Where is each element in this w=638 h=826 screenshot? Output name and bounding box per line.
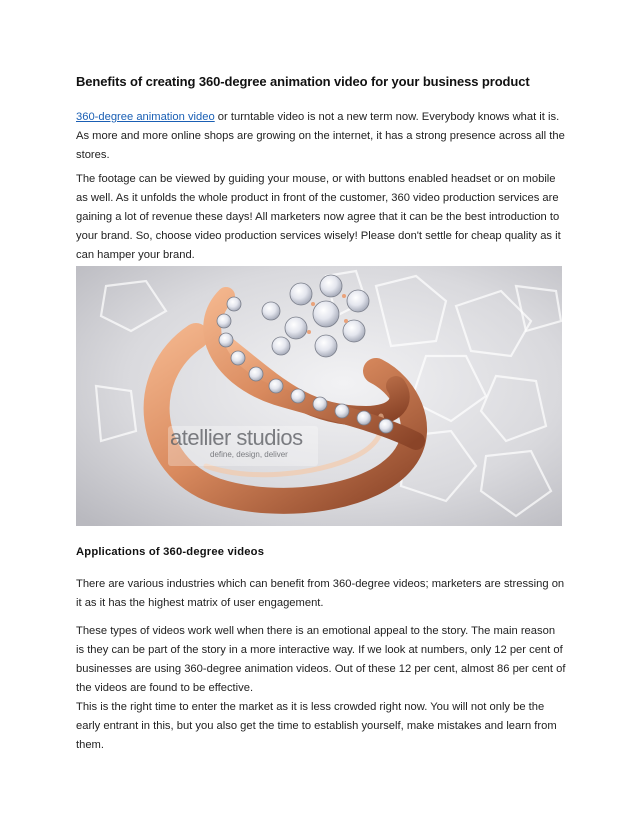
ring-product-image <box>76 266 562 526</box>
animation-video-link[interactable]: 360-degree animation video <box>76 111 215 123</box>
paragraph-industries: There are various industries which can benefit from 360-degree videos; marketers are stressing on it as it has the highest matrix of user engagement. <box>76 578 565 609</box>
watermark-logo <box>170 426 330 459</box>
paragraph-right-time: This is the right time to enter the market as it is less crowded right now. You will not only be the early entrant in this, but you also get the time to establish yourself, make mistakes and learn from them. <box>76 701 557 751</box>
watermark-main-text: atellier studios <box>170 425 303 450</box>
section-heading-applications: Applications of 360-degree videos <box>76 546 265 558</box>
paragraph-footage: The footage can be viewed by guiding your mouse, or with buttons enabled headset or on mobile as well. As it unfolds the whole product in front of the customer, 360 video production services are gaining a lot of revenue these days! All marketers now agree that it can be the best introduction to your brand. So, choose video production services wisely! Please don't settle for cheap quality as it can hamper your brand. <box>76 173 561 261</box>
paragraph-intro <box>76 108 566 165</box>
paragraph-emotional-appeal: These types of videos work well when there is an emotional appeal to the story. The main reason is they can be part of the story in a more interactive way. If we look at numbers, only 12 per cent of businesses are using 360-degree animation videos. Out of these 12 per cent, almost 86 per cent of the videos are found to be effective. <box>76 625 566 694</box>
watermark-sub-text: define, design, deliver <box>210 450 288 459</box>
document-title: Benefits of creating 360-degree animation video for your business product <box>76 74 530 89</box>
paragraph-intro-text: or turntable video is not a new term now. Everybody knows what it is. As more and more online shops are growing on the internet, it has a strong presence across all the stores. <box>76 111 565 161</box>
